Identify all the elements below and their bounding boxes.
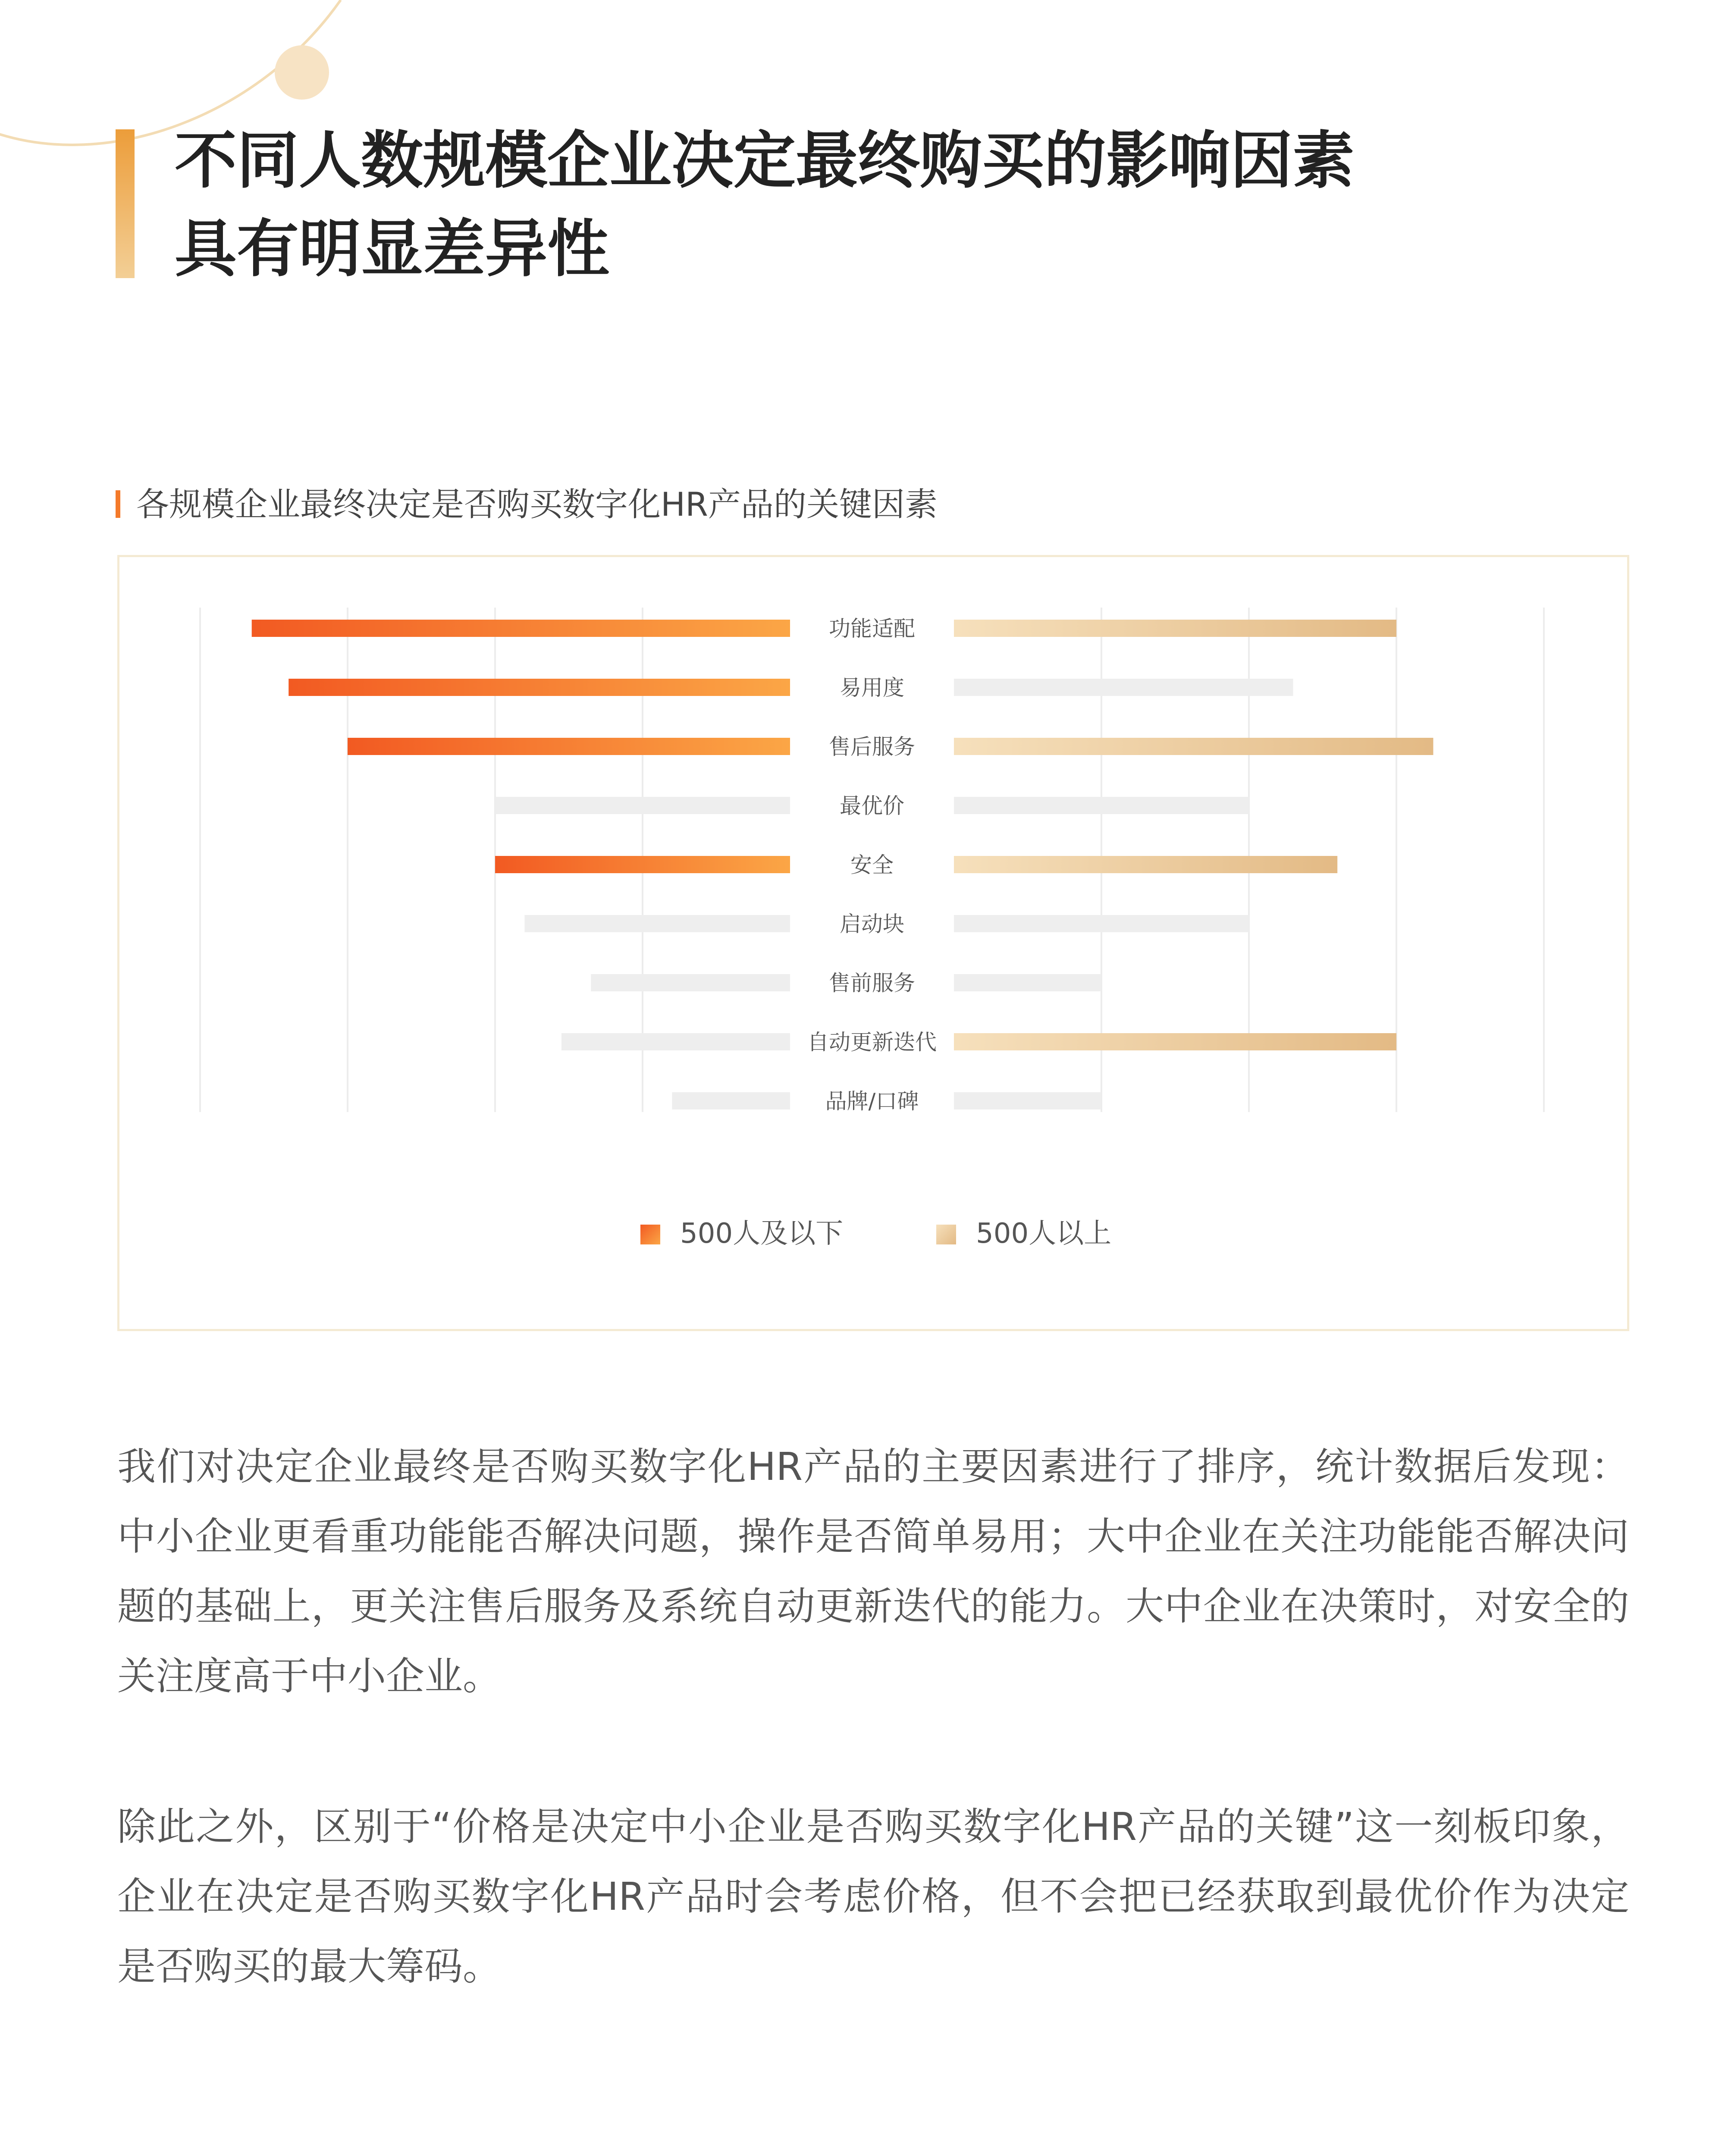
- bar-left: [524, 915, 790, 932]
- page-title-line1: 不同人数规模企业决定最终购买的影响因素: [175, 124, 1355, 197]
- bar-right: [954, 797, 1249, 814]
- page-title: [175, 116, 1641, 293]
- chart-legend: [119, 1214, 1627, 1253]
- chart-frame: [117, 555, 1629, 1331]
- legend-label: 500人以上: [976, 1218, 1112, 1250]
- chart-title-text: 各规模企业最终决定是否购买数字化HR产品的关键因素: [136, 485, 938, 523]
- chart-title-accent: [116, 490, 120, 518]
- bar-left: [495, 797, 790, 814]
- bar-right: [954, 974, 1101, 991]
- page-title-line2: 具有明显差异性: [175, 213, 610, 285]
- bar-right: [954, 679, 1293, 696]
- legend-swatch-tan: [936, 1225, 956, 1244]
- bar-left: [561, 1033, 790, 1050]
- bar-right: [954, 856, 1337, 873]
- category-label: 品牌/口碑: [825, 1089, 919, 1114]
- category-label: 易用度: [840, 675, 904, 700]
- bar-left: [672, 1092, 790, 1109]
- bar-right: [954, 1033, 1396, 1050]
- bar-left: [252, 620, 790, 637]
- bar-right: [954, 1092, 1101, 1109]
- bar-right: [954, 915, 1249, 932]
- category-label: 自动更新迭代: [807, 1030, 937, 1055]
- body-paragraph-2: 除此之外，区别于“价格是决定中小企业是否购买数字化HR产品的关键”这一刻板印象，企业在决定是否购买数字化HR产品时会考虑价格，但不会把已经获取到最优价作为决定是否购买的最大筹码。: [117, 1804, 1629, 1989]
- butterfly-bar-chart: [119, 557, 1627, 1329]
- bar-right: [954, 738, 1433, 755]
- category-label: 售后服务: [829, 734, 915, 759]
- bar-left: [495, 856, 790, 873]
- category-label: 售前服务: [829, 971, 915, 996]
- body-paragraph-1: 我们对决定企业最终是否购买数字化HR产品的主要因素进行了排序，统计数据后发现：中小企业更看重功能能否解决问题，操作是否简单易用；大中企业在关注功能能否解决问题的基础上，更关注售后服务及系统自动更新迭代的能力。大中企业在决策时，对安全的关注度高于中小企业。: [117, 1444, 1629, 1698]
- category-label: 最优价: [840, 793, 904, 818]
- decorative-dot: [275, 45, 329, 100]
- category-label: 启动块: [840, 912, 904, 937]
- legend-swatch-orange: [640, 1225, 660, 1244]
- bar-left: [348, 738, 790, 755]
- title-accent-bar: [116, 129, 135, 278]
- category-label: 功能适配: [829, 616, 915, 641]
- bar-left: [289, 679, 790, 696]
- category-label: 安全: [850, 852, 894, 877]
- bar-right: [954, 620, 1396, 637]
- bar-left: [591, 974, 790, 991]
- legend-label: 500人及以下: [680, 1218, 844, 1250]
